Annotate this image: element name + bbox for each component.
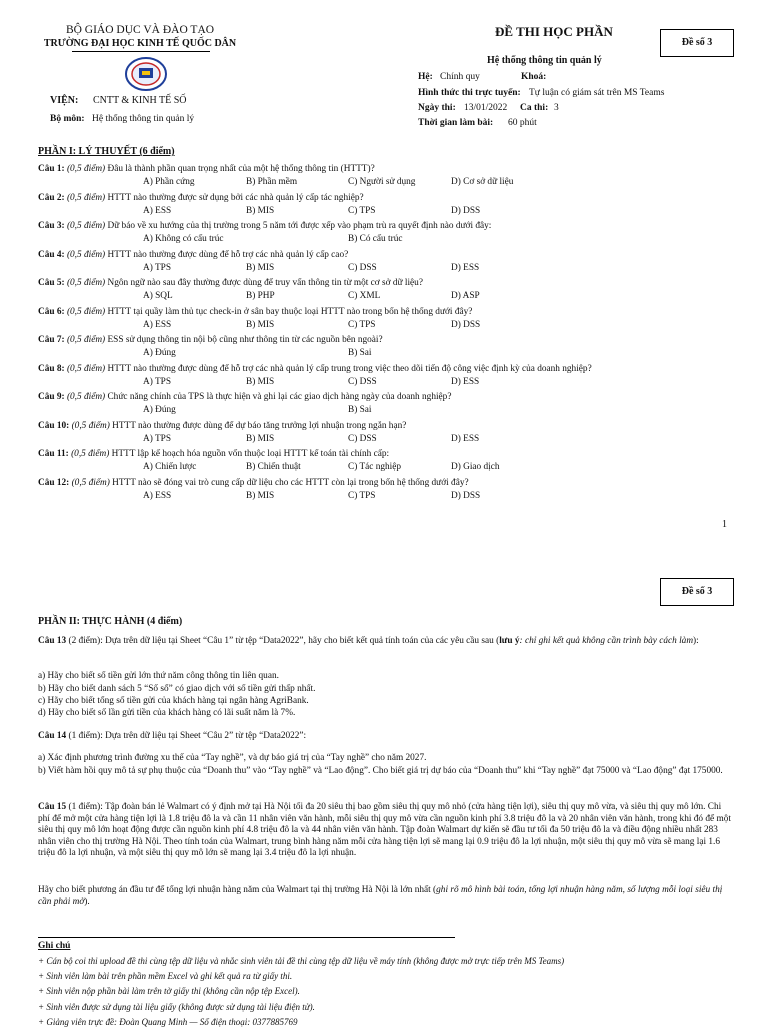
answer-option: B) Phần mềm (246, 177, 298, 187)
question-label: Câu 6: (38, 306, 65, 317)
question-12 (38, 478, 469, 489)
note-item-3: + Sinh viên nộp phần bài làm trên tờ giấy thi (không cần nộp tệp Excel). (38, 986, 300, 996)
question-points: (0,5 điểm) (66, 164, 106, 174)
question-11 (38, 449, 389, 460)
ministry-name: BỘ GIÁO DỤC VÀ ĐÀO TẠO (65, 24, 215, 36)
question-label: Câu 5: (38, 278, 65, 288)
q15-label: Câu 15 (38, 802, 67, 812)
question-text: HTTT nào thường được sử dụng bởi các nhà quản lý cấp tác nghiệp? (107, 192, 364, 203)
khoa-label: Khoá: (521, 72, 547, 82)
format-value: Tự luận có giám sát trên MS Teams (529, 88, 665, 98)
answer-option: D) Giao dịch (451, 462, 500, 472)
answer-option: A) Đúng (143, 405, 176, 415)
question-text: HTTT tại quầy làm thủ tục check-in ở sân bay thuộc loại HTTT nào trong bốn hệ thống dưới đây? (107, 306, 473, 317)
question-2 (38, 193, 364, 204)
q13-close: ): (693, 636, 699, 646)
shift-value: 3 (554, 103, 559, 113)
question-text: Đâu là thành phần quan trọng nhất của một hệ thống thông tin (HTTT)? (107, 164, 375, 174)
answer-option: B) MIS (246, 319, 275, 330)
q13-text: (2 điểm): Dựa trên dữ liệu tại Sheet “Câu 1” từ tệp “Data2022”, hãy cho biết kết quả tính toán của các yêu cầu sau ( (66, 636, 500, 646)
he-value: Chính quy (440, 72, 480, 82)
answer-option: A) Chiến lược (143, 462, 197, 472)
question-text: Chức năng chính của TPS là thực hiện và ghi lại các giao dịch hàng ngày của doanh nghiệp? (107, 392, 452, 402)
q15-text: (1 điểm): Tập đoàn bán lẻ Walmart có ý định mở tại Hà Nội tối đa 20 siêu thị bao gồm siêu thị quy mô nhỏ (cửa hàng tiện lợi), siêu thị quy mô vừa, và siêu thị quy mô lớn. Chi phí để mở một cửa hàng tiện lợi là 1.8 triệu đô la và cần 11 nhân viên văn hành, mỗi siêu thị quy mô vừa cần nguồn kinh phí 3.8 triệu đô la và 20 nhân viên văn hành, trong khi đó để một siêu thị quy mô lớn hoạt động được cần nguồn kinh phí 4.8 triệu đô la và 44 nhân viên văn hành. Tập đoàn Walmart dự kiến sẽ đầu tư tối đa 50 triệu đô la và điều động nhiều nhất 283 nhân viên cho thị trường Hà Nội. Theo tính toán của Walmart, trung bình hàng năm mỗi cửa hàng tiện lợi sẽ mang lại 0.9 triệu đô la lợi nhuận, một siêu thị quy mô vừa sẽ mang lại 1.6 triệu đô la lợi nhuận, và một siêu thị quy mô lớn sẽ mang lại 3.4 triệu đô la lợi nhuận. (38, 802, 731, 859)
answer-option: B) MIS (246, 433, 275, 444)
answer-option: C) TPS (348, 319, 376, 330)
question-points: (0,5 điểm) (66, 335, 106, 345)
exam-title: ĐỀ THI HỌC PHẦN (495, 24, 613, 39)
question-8 (38, 364, 592, 375)
question-label: Câu 2: (38, 192, 65, 203)
answer-option: A) TPS (143, 433, 171, 444)
question-points: (0,5 điểm) (71, 420, 110, 431)
q15-ask: Hãy cho biết phương án đầu tư để tổng lợi nhuận hàng năm của Walmart tại thị trường Hà Nội là lớn nhất ( (38, 885, 437, 895)
q13-item-b: b) Hãy cho biết danh sách 5 “Số sổ” có giao dịch với số tiền gửi thấp nhất. (38, 684, 316, 694)
course-name: Hệ thống thông tin quản lý (487, 55, 602, 66)
question-text: HTTT nào thường được dùng để hỗ trợ các nhà quản lý cấp trung trong việc theo dõi tiến độ công việc định kỳ của doanh nghiệp? (107, 363, 592, 374)
answer-option: B) MIS (246, 376, 275, 387)
note-item-2: + Sinh viên làm bài trên phần mềm Excel và ghi kết quả ra từ giấy thi. (38, 971, 293, 981)
question-text: HTTT nào thường được dùng để dự báo tăng trưởng lợi nhuận trong ngắn hạn? (112, 420, 407, 431)
notes-divider (38, 937, 455, 938)
question-text: Dữ báo về xu hướng của thị trường trong 5 năm tới được xếp vào phạm trù ra quyết định nào dưới đây: (107, 221, 492, 231)
question-text: HTTT lập kế hoạch hóa nguồn vốn thuộc loại HTTT kế toán tài chính cấp: (111, 449, 390, 459)
answer-option: C) XML (348, 291, 381, 301)
answer-option: D) ESS (451, 262, 480, 273)
answer-option: B) Có cấu trúc (348, 234, 403, 244)
question-points: (0,5 điểm) (66, 192, 106, 203)
question-points: (0,5 điểm) (66, 306, 106, 317)
answer-option: A) Đúng (143, 348, 176, 358)
answer-option: D) ESS (451, 376, 480, 387)
answer-option: B) Sai (348, 348, 372, 358)
question-points: (0,5 điểm) (66, 392, 106, 402)
question-text: ESS sử dụng thông tin nội bộ cũng như thông tin từ các nguồn bên ngoài? (107, 335, 383, 345)
q13-label: Câu 13 (38, 636, 67, 646)
question-14 (38, 731, 732, 743)
q14-item-b: b) Viết hàm hồi quy mô tả sự phụ thuộc của “Doanh thu” vào “Tay nghề” và “Lao động”. Cho biết giá trị dự báo của “Doanh thu” khi “Tay nghề” đạt 75000 và “Lao động” đạt 175000. (38, 766, 723, 776)
exam-code-box-page2: Đề số 3 (660, 578, 734, 606)
question-4 (38, 250, 348, 261)
question-label: Câu 8: (38, 363, 65, 374)
department-label: Bộ môn: (50, 114, 85, 124)
note-item-4: + Sinh viên được sử dụng tài liệu giấy (không được sử dụng tài liệu điện tử). (38, 1002, 315, 1012)
answer-option: C) Người sử dụng (348, 177, 416, 187)
question-13 (38, 636, 732, 648)
note-item-1: + Cán bộ coi thi upload đề thi cùng tệp dữ liệu và nhắc sinh viên tải đề thi cùng tệp dữ liệu về máy tính (không được mở trực tiếp trên MS Teams) (38, 956, 565, 966)
note-item-5: + Giảng viên trực đề: Đoàn Quang Minh — Số điện thoại: 0377885769 (38, 1017, 298, 1027)
question-points: (0,5 điểm) (66, 221, 106, 231)
department-value: Hệ thống thông tin quản lý (92, 114, 195, 124)
q14-text: (1 điểm): Dựa trên dữ liệu tại Sheet “Câu 2” từ tệp “Data2022”: (66, 731, 307, 741)
question-points: (0,5 điểm) (66, 278, 106, 288)
q13-note-label: lưu ý (499, 636, 520, 646)
shift-label: Ca thi: (520, 103, 549, 113)
answer-option: D) ASP (451, 291, 480, 301)
university-logo-icon (124, 56, 168, 92)
question-15 (38, 802, 732, 860)
question-label: Câu 7: (38, 335, 65, 345)
answer-option: A) ESS (143, 319, 172, 330)
question-label: Câu 1: (38, 164, 65, 174)
question-10 (38, 421, 406, 432)
answer-option: A) Phần cứng (143, 177, 195, 187)
q14-item-a: a) Xác định phương trình đường xu thế của “Tay nghề”, và dự báo giá trị của “Tay nghề” cho năm 2027. (38, 753, 427, 763)
question-label: Câu 11: (38, 449, 69, 459)
answer-option: D) DSS (451, 490, 481, 501)
question-15-ask (38, 885, 732, 908)
q15-ask-close: ). (84, 896, 90, 907)
question-text: HTTT nào thường được dùng để hỗ trợ các nhà quản lý cấp cao? (107, 249, 349, 260)
part2-title: PHẦN II: THỰC HÀNH (4 điểm) (38, 616, 183, 627)
answer-option: B) Sai (348, 405, 372, 415)
duration-label: Thời gian làm bài: (418, 118, 494, 128)
question-points: (0,5 điểm) (66, 363, 106, 374)
question-1 (38, 164, 375, 175)
notes-title: Ghi chú (38, 941, 71, 951)
page-number: 1 (722, 519, 727, 530)
answer-option: A) ESS (143, 490, 172, 501)
question-6 (38, 307, 472, 318)
question-text: HTTT nào sẽ đóng vai trò cung cấp dữ liệu cho các HTTT còn lại trong bốn hệ thống dưới đây? (112, 477, 469, 488)
q13-item-d: d) Hãy cho biết số lần gửi tiền của khách hàng có lãi suất năm là 7%. (38, 708, 296, 718)
answer-option: C) DSS (348, 262, 377, 273)
question-3 (38, 221, 491, 232)
answer-option: A) Không có cấu trúc (143, 234, 224, 244)
he-label: Hệ: (418, 72, 433, 82)
answer-option: B) MIS (246, 490, 275, 501)
exam-code-box: Đề số 3 (660, 29, 734, 57)
answer-option: A) TPS (143, 376, 171, 387)
answer-option: A) SQL (143, 291, 173, 301)
date-value: 13/01/2022 (464, 103, 508, 113)
question-9 (38, 392, 451, 403)
university-name: TRƯỜNG ĐẠI HỌC KINH TẾ QUỐC DÂN (43, 38, 237, 49)
answer-option: C) TPS (348, 205, 376, 216)
question-7 (38, 335, 383, 346)
answer-option: D) Cơ sở dữ liệu (451, 177, 514, 187)
question-label: Câu 12: (38, 477, 70, 488)
question-label: Câu 4: (38, 249, 65, 260)
institute-label: VIỆN: (50, 95, 79, 106)
question-label: Câu 3: (38, 221, 65, 231)
header-underline (72, 51, 210, 52)
answer-option: C) TPS (348, 490, 376, 501)
answer-option: D) DSS (451, 205, 481, 216)
answer-option: D) DSS (451, 319, 481, 330)
answer-option: B) MIS (246, 262, 275, 273)
answer-option: A) TPS (143, 262, 171, 273)
question-points: (0,5 điểm) (66, 249, 106, 260)
part1-title: PHẦN I: LÝ THUYẾT (6 điểm) (38, 146, 175, 157)
q14-label: Câu 14 (38, 731, 67, 741)
question-points: (0,5 điểm) (71, 449, 110, 459)
answer-option: C) DSS (348, 433, 377, 444)
question-points: (0,5 điểm) (71, 477, 110, 488)
question-5 (38, 278, 423, 289)
institute-value: CNTT & KINH TẾ SỐ (93, 95, 187, 106)
answer-option: A) ESS (143, 205, 172, 216)
date-label: Ngày thi: (418, 103, 456, 113)
answer-option: C) Tác nghiệp (348, 462, 402, 472)
answer-option: D) ESS (451, 433, 480, 444)
q13-note: : chỉ ghi kết quả không cần trình bày cách làm (519, 636, 694, 646)
format-label: Hình thức thi trực tuyến: (418, 88, 521, 98)
q13-item-c: c) Hãy cho biết tổng số tiền gửi của khách hàng tại ngân hàng AgriBank. (38, 696, 309, 706)
answer-option: B) Chiến thuật (246, 462, 301, 472)
question-label: Câu 9: (38, 392, 65, 402)
answer-option: C) DSS (348, 376, 377, 387)
answer-option: B) PHP (246, 291, 275, 301)
question-text: Ngôn ngữ nào sau đây thường được dùng để truy vấn thông tin từ một cơ sở dữ liệu? (107, 278, 423, 288)
duration-value: 60 phút (508, 118, 537, 128)
answer-option: B) MIS (246, 205, 275, 216)
question-label: Câu 10: (38, 420, 70, 431)
q13-item-a: a) Hãy cho biết số tiền gửi lớn thứ năm công thông tin liên quan. (38, 671, 279, 681)
q15-ask-italic: ghi rõ mô hình bài toán, tổng lợi nhuận hàng năm, số lượng mỗi loại siêu thị cần phải mở (38, 885, 723, 907)
